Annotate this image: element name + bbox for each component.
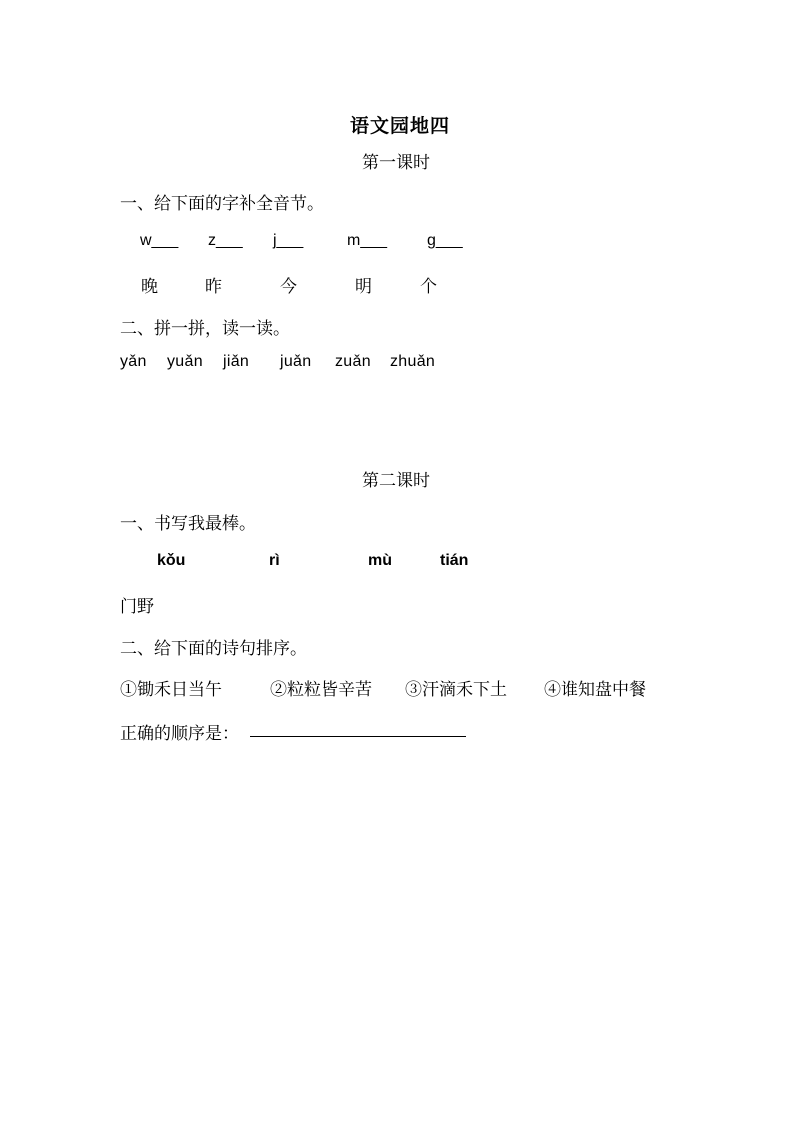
lesson1-heading: 第一课时 — [362, 153, 430, 173]
character-wan: 晚 — [141, 277, 158, 297]
pinyin-zuan: zuǎn — [335, 353, 371, 370]
pinyin-tian: tián — [440, 552, 469, 569]
pinyin-kou: kǒu — [157, 552, 186, 569]
initial-w: w___ — [140, 232, 179, 249]
pinyin-zhuan: zhuǎn — [390, 353, 436, 370]
lesson2-heading: 第二课时 — [362, 471, 430, 491]
character-zuo: 昨 — [205, 277, 222, 297]
poem-line-4: ④谁知盘中餐 — [544, 680, 646, 700]
character-ge: 个 — [420, 277, 437, 297]
lesson1-q1-title: 一、给下面的字补全音节。 — [120, 194, 324, 214]
poem-line-1: ①锄禾日当午 — [120, 680, 222, 700]
poem-line-3: ③汗滴禾下土 — [405, 680, 507, 700]
pinyin-juan: juǎn — [280, 353, 312, 370]
initial-z: z___ — [208, 232, 243, 249]
character-ming: 明 — [355, 277, 372, 297]
pinyin-yan: yǎn — [120, 353, 147, 370]
page-title: 语文园地四 — [350, 115, 451, 137]
poem-line-2: ②粒粒皆辛苦 — [270, 680, 372, 700]
lesson2-q2-title: 二、给下面的诗句排序。 — [120, 639, 307, 659]
lesson2-q1-title: 一、书写我最棒。 — [120, 514, 256, 534]
character-jin: 今 — [280, 277, 297, 297]
pinyin-ri: rì — [269, 552, 280, 569]
lesson1-q2-title: 二、拼一拼，读一读。 — [120, 319, 290, 339]
initial-g: g___ — [427, 232, 463, 249]
pinyin-mu: mù — [368, 552, 392, 569]
pinyin-jian: jiǎn — [223, 353, 250, 370]
answer-blank-line[interactable] — [250, 736, 466, 737]
characters-line: 门野 — [120, 597, 154, 617]
initial-m: m___ — [347, 232, 388, 249]
answer-label: 正确的顺序是： — [120, 724, 239, 744]
pinyin-yuan: yuǎn — [167, 353, 203, 370]
initial-j: j___ — [273, 232, 304, 249]
